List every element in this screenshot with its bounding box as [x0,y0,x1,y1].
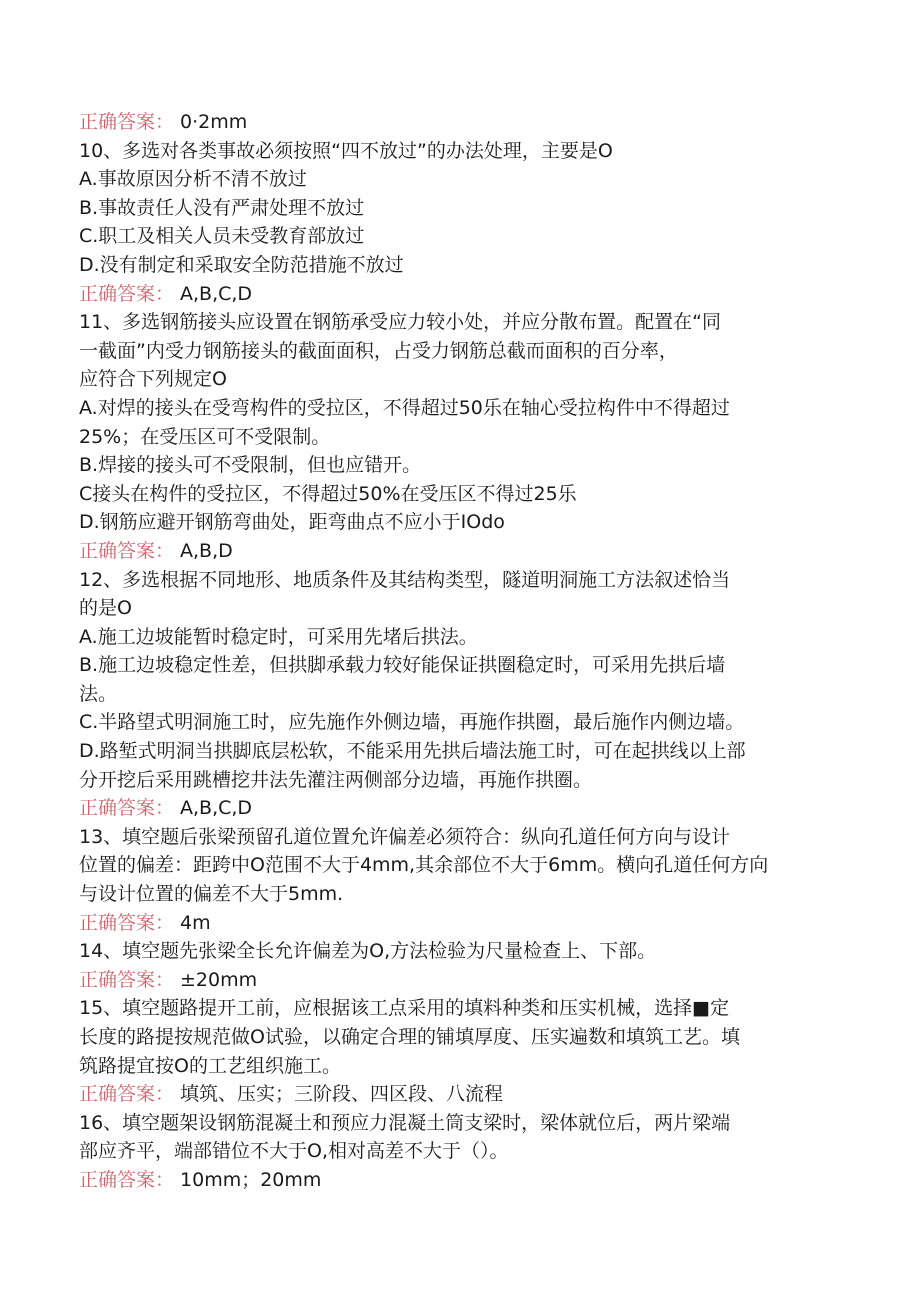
text-line: 应符合下列规定O [79,368,227,391]
answer-label: 正确答案： [79,911,175,934]
answer-line [79,280,849,309]
answer-line [79,537,849,566]
text-line: 14、填空题先张梁全长允许偏差为O,方法检验为尺量检查上、下部。 [79,940,657,963]
text-line: C.职工及相关人员未受教育部放过 [79,225,365,248]
text-line: 10、多选对各类事故必须按照“四不放过”的办法处理，主要是O [79,139,613,162]
answer-line [79,108,849,137]
text-line: 部应齐平，端部错位不大于O,相对高差不大于（）。 [79,1140,509,1163]
answer-value: A,B,C,D [180,282,253,305]
text-line: C接头在构件的受拉区，不得超过50%在受压区不得过25乐 [79,482,577,505]
text-line: A.事故原因分析不清不放过 [79,168,307,191]
document-page [79,108,849,1195]
text-line: 15、填空题路提开工前，应根据该工点采用的填料种类和压实机械，选择■定 [79,997,730,1020]
text-line: A.对焊的接头在受弯构件的受拉区，不得超过50乐在轴心受拉构件中不得超过 [79,396,730,419]
answer-label: 正确答案： [79,282,175,305]
text-line: 位置的偏差：距跨中O范围不大于4mm,其余部位不大于6mm。横向孔道任何方向 [79,854,769,877]
text-line: 12、多选根据不同地形、地质条件及其结构类型，隧道明洞施工方法叙述恰当 [79,568,731,591]
answer-label: 正确答案： [79,1083,175,1106]
answer-value: 4m [180,911,211,934]
answer-label: 正确答案： [79,968,175,991]
answer-line [79,1080,849,1109]
text-line: 25%；在受压区可不受限制。 [79,425,331,448]
text-line: 长度的路提按规范做O试验，以确定合理的铺填厚度、压实遍数和填筑工艺。填 [79,1026,740,1048]
answer-value: 填筑、压实；三阶段、四区段、八流程 [180,1083,504,1106]
answer-label: 正确答案： [79,1168,175,1191]
answer-value: A,B,C,D [180,797,253,820]
answer-value: 0·2mm [180,111,248,133]
text-line: D.没有制定和采取安全防范措施不放过 [79,253,404,276]
text-line: B.施工边坡稳定性差，但拱脚承载力较好能保证拱圈稳定时，可采用先拱后墙 [79,654,726,677]
text-line: 与设计位置的偏差不大于5mm. [79,883,344,906]
text-line: A.施工边坡能暂时稳定时，可采用先堵后拱法。 [79,625,478,648]
text-line: 11、多选钢筋接头应设置在钢筋承受应力较小处，并应分散布置。配置在“同 [79,311,722,334]
answer-line [79,909,849,938]
answer-value: ±20mm [180,968,258,991]
text-line: B.焊接的接头可不受限制，但也应错开。 [79,454,422,477]
answer-value: A,B,D [180,539,233,562]
answer-label: 正确答案： [79,539,175,562]
answer-line [79,966,849,995]
text-line: 法。 [79,682,118,705]
answer-line [79,1166,849,1195]
answer-label: 正确答案： [79,797,175,820]
text-line: 分开挖后采用跳槽挖井法先灌注两侧部分边墙，再施作拱圈。 [79,768,593,791]
text-line: D.钢筋应避开钢筋弯曲处，距弯曲点不应小于IOdo [79,511,505,534]
text-line: B.事故责任人没有严肃处理不放过 [79,196,365,219]
text-line: 的是O [79,597,132,620]
text-line: D.路堑式明洞当拱脚底层松软，不能采用先拱后墙法施工时，可在起拱线以上部 [79,740,746,763]
text-line: 16、填空题架设钢筋混凝土和预应力混凝土筒支梁时，梁体就位后，两片梁端 [79,1111,731,1134]
text-line: 筑路提宜按O的工艺组织施工。 [79,1054,341,1077]
text-line: 13、填空题后张梁预留孔道位置允许偏差必须符合：纵向孔道任何方向与设计 [79,825,731,848]
text-line: 一截面”内受力钢筋接头的截面面积，占受力钢筋总截而面积的百分率， [79,339,678,362]
answer-value: 10mm；20mm [180,1168,322,1191]
answer-label: 正确答案： [79,111,175,133]
text-line: C.半路望式明洞施工时，应先施作外侧边墙，再施作拱圈，最后施作内侧边墙。 [79,711,745,734]
answer-line [79,794,849,823]
